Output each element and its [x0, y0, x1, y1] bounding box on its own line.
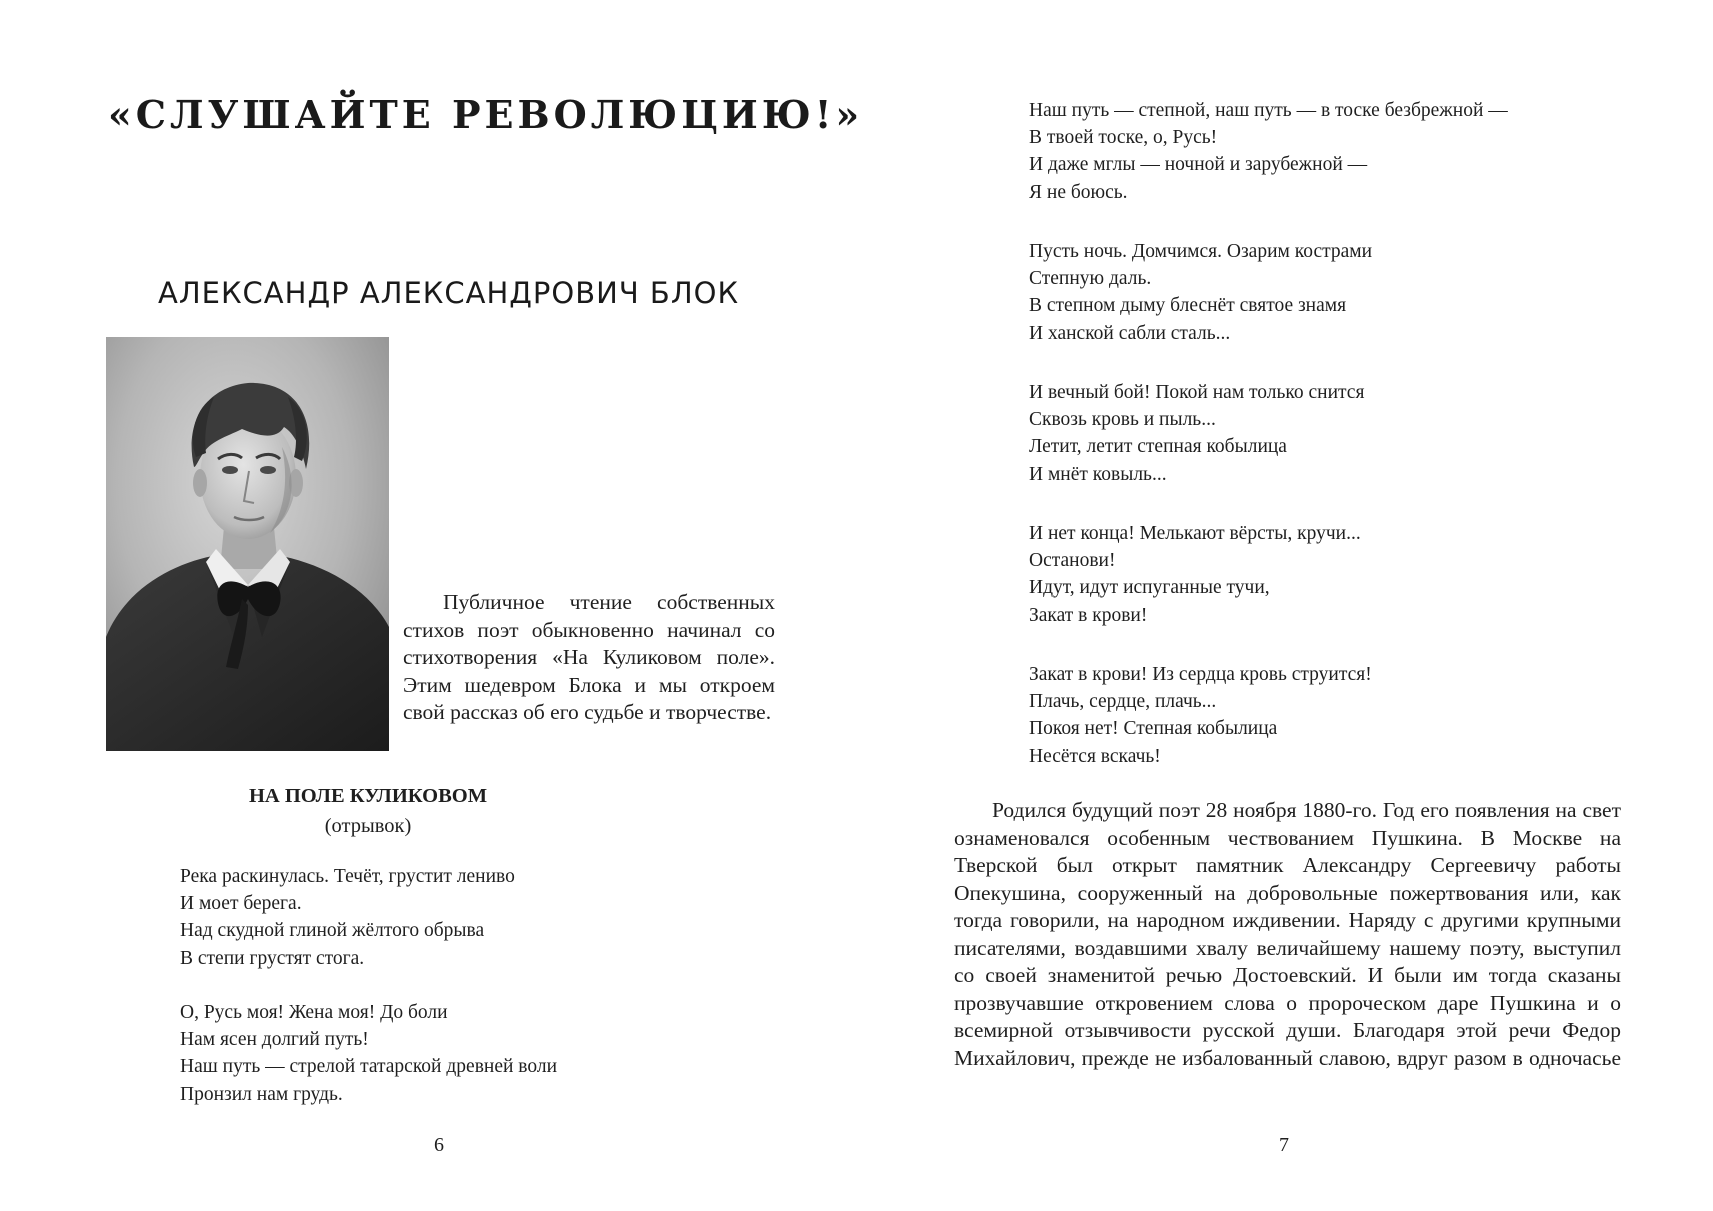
poem-stanza — [1029, 661, 1372, 770]
poem-line: О, Русь моя! Жена моя! До боли — [180, 1002, 448, 1023]
biography-text: Родился будущий поэт 28 ноября 1880-го. Год его появления на свет ознаменовался особенным чествованием Пушкина. В Москве на Тверской был открыт памятник Александру Сергеевичу работы Опекушина, сооруженный на добровольные пожертвования или, как тогда говорили, на народном иждивении. Наряду с другими крупными писателями, воздавшими хвалу величайшему нашему поэту, выступил со своей знаменитой речью Достоевский. И были им тогда сказаны прозвучавшие откровением слова о пророческом даре Пушкина и о всемирной отзывчивости русской души. Благодаря этой речи Федор Михайлович, прежде не избалованный славою, вдруг разом в одночасье — [954, 798, 1621, 1070]
poem-line: И мнёт ковыль... — [1029, 463, 1167, 485]
poem-line: Закат в крови! — [1029, 604, 1148, 626]
poem-line: В степном дыму блеснёт святое знамя — [1029, 295, 1347, 317]
poem-line: Наш путь — стрелой татарской древней воли — [180, 1056, 558, 1078]
poem-line: Наш путь — степной, наш путь — в тоске безбрежной — — [1029, 100, 1508, 121]
poem-line: Закат в крови! Из сердца кровь струится! — [1029, 664, 1372, 685]
poem-line: Сквозь кровь и пыль... — [1029, 409, 1216, 431]
poem-line: Степную даль. — [1029, 268, 1152, 290]
poem-subtitle: (отрывок) — [324, 815, 412, 837]
poem-line: Покоя нет! Степная кобылица — [1029, 718, 1278, 740]
page-number: 7 — [1279, 1134, 1289, 1156]
author-portrait — [106, 337, 389, 751]
poem-line: Пусть ночь. Домчимся. Озарим кострами — [1029, 241, 1373, 262]
poem-stanza — [1029, 520, 1361, 629]
poem-line: И ханской сабли сталь... — [1029, 322, 1231, 344]
poem-line: И нет конца! Мелькают вёрсты, кручи... — [1029, 523, 1361, 544]
poem-line: И даже мглы — ночной и зарубежной — — [1029, 154, 1368, 176]
poem-stanza — [1029, 379, 1364, 488]
poem-line: И моет берега. — [180, 893, 302, 915]
poem-line: Идут, идут испуганные тучи, — [1029, 577, 1270, 599]
poem-stanza — [180, 863, 515, 972]
poem-line: В степи грустят стога. — [180, 947, 365, 969]
poem-line: Останови! — [1029, 550, 1116, 572]
author-name: АЛЕКСАНДР АЛЕКСАНДРОВИЧ БЛОК — [158, 276, 740, 310]
poem-line: И вечный бой! Покой нам только снится — [1029, 382, 1365, 403]
poem-line: Нам ясен долгий путь! — [180, 1029, 369, 1051]
poem-line: Над скудной глиной жёлтого обрыва — [180, 920, 485, 942]
chapter-title: «СЛУШАЙТЕ РЕВОЛЮЦИЮ!» — [108, 92, 864, 137]
page-number: 6 — [434, 1134, 444, 1156]
poem-stanza — [1029, 97, 1508, 206]
poem-stanza — [1029, 238, 1372, 347]
poem-title: НА ПОЛЕ КУЛИКОВОМ — [248, 785, 488, 807]
poem-line: Несётся вскачь! — [1029, 745, 1161, 767]
intro-text: Публичное чтение собственных стихов поэт обыкновенно начинал со стихотворения «На Куликовом поле». Этим шедевром Блока и мы откроем свой рассказ об его судьбе и творчестве. — [403, 590, 775, 724]
poem-line: Пронзил нам грудь. — [180, 1083, 343, 1105]
poem-line: Летит, летит степная кобылица — [1029, 436, 1287, 458]
poem-line: Река раскинулась. Течёт, грустит лениво — [180, 866, 515, 887]
right-page — [856, 0, 1713, 1211]
poem-stanza — [180, 999, 557, 1108]
poem-line: Я не боюсь. — [1029, 181, 1128, 203]
poem-line: В твоей тоске, о, Русь! — [1029, 127, 1218, 149]
poem-line: Плачь, сердце, плачь... — [1029, 691, 1217, 713]
